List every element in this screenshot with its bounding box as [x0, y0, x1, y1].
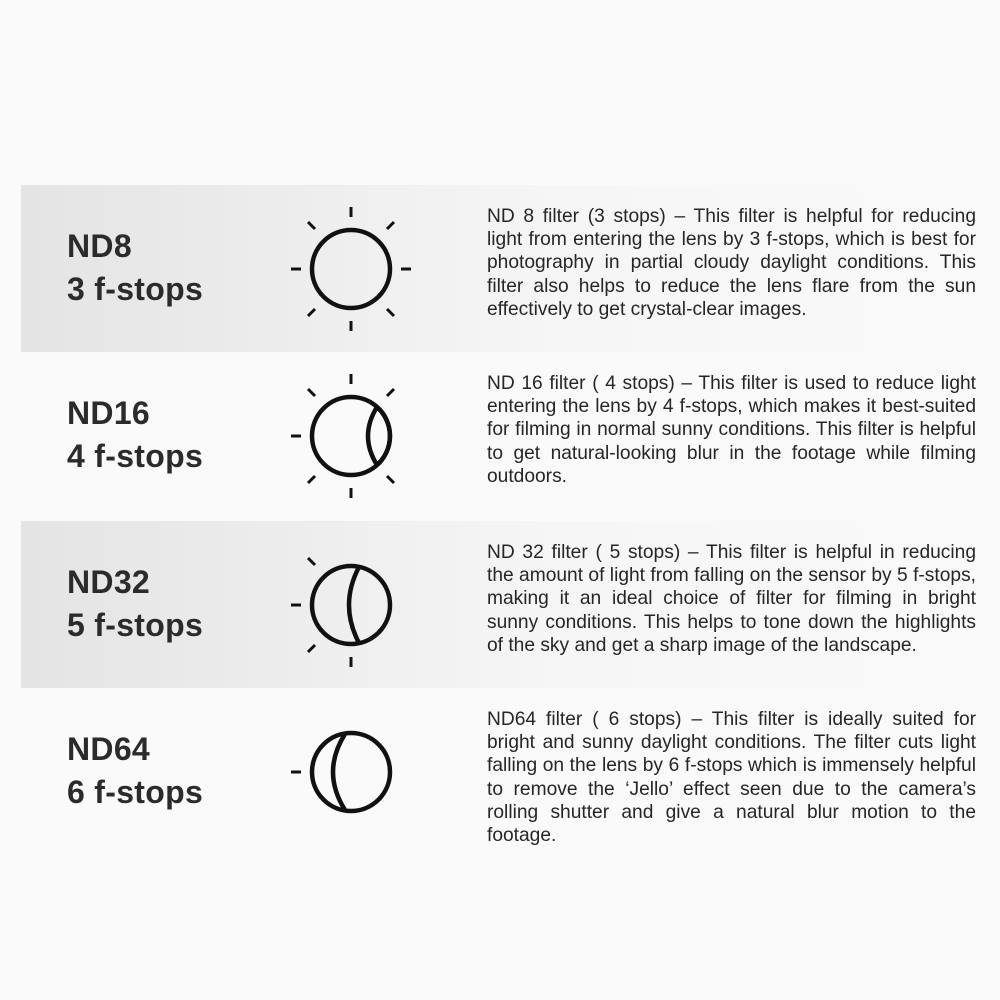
sun-partial-eclipse-icon	[289, 374, 413, 498]
filter-description: ND 32 filter ( 5 stops) – This filter is helpful in reducing the amount of light from falling on the sensor by 5 f-stops, making it an ideal choice of filter for filming in bright sunny conditions. This helps to tone down the highlights of the sky and get a sharp image of the landscape.	[487, 542, 976, 656]
sun-half-eclipse-icon	[289, 543, 413, 667]
filter-row-nd32	[21, 521, 1000, 688]
filter-name: ND32	[67, 564, 151, 600]
filter-row-nd8	[21, 185, 1000, 352]
filter-name: ND16	[67, 395, 151, 431]
filter-description: ND 8 filter (3 stops) – This filter is helpful for reducing light from entering the lens by 3 f-stops, which is best for photography in partial cloudy daylight conditions. This filter also helps to reduce the lens flare from the sun effectively to get crystal-clear images.	[487, 206, 976, 320]
filter-label	[67, 392, 203, 478]
filter-stops: 3 f-stops	[67, 271, 204, 307]
filter-label	[67, 728, 203, 814]
filter-stops: 4 f-stops	[67, 438, 204, 474]
filter-label	[67, 225, 203, 311]
sun-icon	[289, 207, 413, 331]
filter-name: ND8	[67, 228, 132, 264]
filter-label	[67, 561, 203, 647]
filter-row-nd64	[21, 688, 1000, 855]
filter-description: ND64 filter ( 6 stops) – This filter is ideally suited for bright and sunny daylight conditions. The filter cuts light falling on the lens by 6 f-stops which is immensely helpful to remove the ‘Jello’ effect seen due to the camera’s rolling shutter and give a natural blur motion to the footage.	[487, 709, 976, 847]
filter-stops: 5 f-stops	[67, 607, 204, 643]
filter-row-nd16	[21, 352, 1000, 519]
filter-stops: 6 f-stops	[67, 774, 204, 810]
filter-name: ND64	[67, 731, 151, 767]
crescent-moon-icon	[289, 710, 413, 834]
filter-description: ND 16 filter ( 4 stops) – This filter is used to reduce light entering the lens by 4 f-stops, which makes it best-suited for filming in normal sunny conditions. This filter is helpful to get natural-looking blur in the footage while filming outdoors.	[487, 373, 976, 487]
